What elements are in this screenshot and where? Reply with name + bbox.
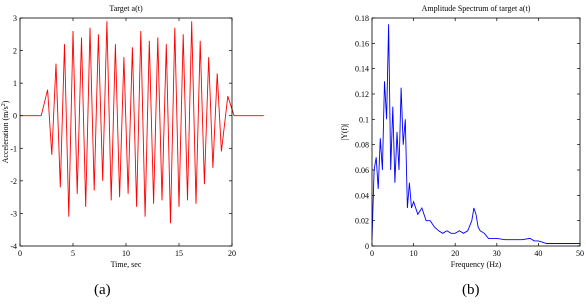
plot-frame [372,18,580,246]
y-axis-label: Acceleration $(m/s^2)$ [1,100,10,164]
x-tick-label: 0 [18,249,22,258]
y-tick-label: 3 [13,14,17,23]
x-tick-label: 15 [175,249,183,258]
y-tick-label: 0.08 [355,140,369,150]
y-tick-label: 0.1 [359,115,369,125]
x-tick-label: 20 [228,249,236,258]
x-tick-label: 30 [492,249,501,258]
y-tick-label: 0.02 [355,216,369,226]
chart-a [1,4,264,269]
y-tick-label: 0 [13,111,17,121]
y-tick-label: 0.06 [355,166,369,175]
caption-a: (a) [94,282,111,298]
y-tick-label: 0.16 [355,39,369,49]
y-tick-label: -1 [10,144,17,154]
x-tick-label: 10 [122,249,130,258]
chart-title: Amplitude Spectrum of target a(t) [421,4,531,13]
y-tick-label: -2 [10,176,17,186]
y-tick-label: -3 [10,209,17,219]
y-tick-label: 2 [13,46,17,56]
y-tick-label: 1 [13,79,17,89]
x-tick-label: 50 [576,249,584,258]
series-line-1 [20,21,264,223]
x-tick-label: 0 [370,249,374,258]
caption-b: (b) [462,282,480,298]
y-tick-label: 0.12 [355,90,369,99]
x-axis-label: Time, sec [110,260,142,269]
y-tick-label: 0.14 [355,64,369,74]
y-tick-label: 0.18 [355,14,369,23]
x-axis-label: Frequency (Hz) [450,260,502,269]
x-tick-label: 5 [71,249,75,258]
y-tick-label: 0.04 [355,191,369,201]
y-tick-label: 0 [365,242,369,251]
chart-title: Target a(t) [109,4,143,13]
x-tick-label: 10 [409,249,418,258]
y-axis-label: |Y(f)| [340,123,349,141]
x-tick-label: 20 [451,249,460,258]
x-tick-label: 40 [534,249,543,258]
chart-b [340,4,584,269]
series-line-1 [372,24,580,243]
y-tick-label: -4 [10,242,17,251]
